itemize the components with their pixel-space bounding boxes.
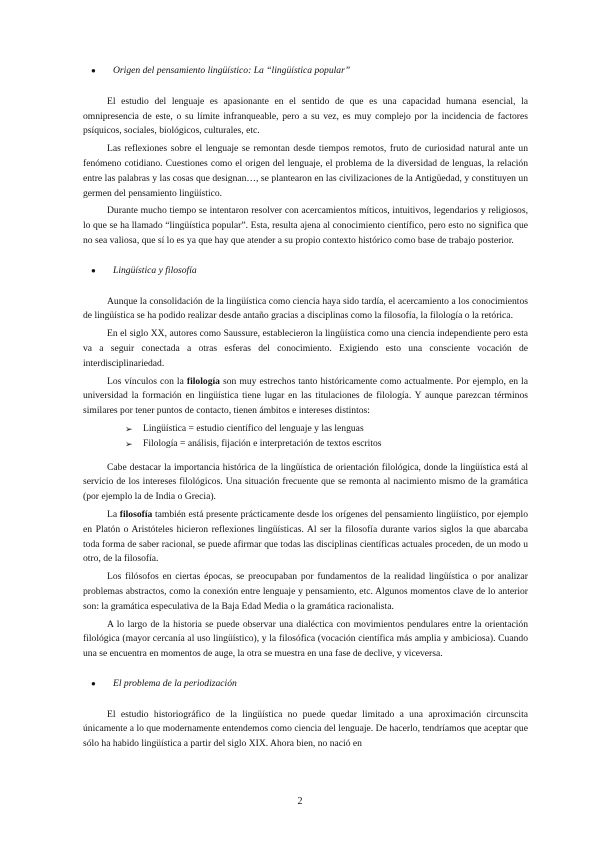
paragraph: Las reflexiones sobre el lenguaje se remontan desde tiempos remotos, fruto de curiosidad natural ante un fenómeno cotidiano. Cuestiones como el origen del lenguaje, el problema de la diversidad de lenguas, la relación entre las palabras y las cosas que designan…, se plantearon en las civilizaciones de la Antigüedad, y constituyen un germen del pensamiento lingüístico. [83,143,528,199]
paragraph: Aunque la consolidación de la lingüística como ciencia haya sido tardía, el acercamiento a los conocimientos de lingüística se ha podido realizar desde antaño gracias a disciplinas como la filosofía, la filología o la retórica. [83,295,528,322]
spacer [83,252,528,264]
paragraph: El estudio historiográfico de la lingüística no puede quedar limitado a una aproximación circunscita únicamente a lo que modernamente entendemos como ciencia del lenguaje. De hacerlo, tendríamos que aceptar que sólo ha habido lingüística a partir del siglo XIX. Ahora bien, no nació en [83,708,528,750]
bullet-icon: ● [91,66,96,75]
section-heading-text: Origen del pensamiento lingüístico: La “lingüística popular” [113,65,351,76]
arrowhead-icon: ➢ [125,423,133,434]
section-heading-text: El problema de la periodización [113,677,237,689]
page-number: 2 [297,796,303,807]
paragraph: Cabe destacar la importancia histórica de la lingüística de orientación filológica, donde la lingüística está al servicio de los intereses filológicos. Una situación frecuente que se remonta al nacimiento mismo de la gramática (por ejemplo la de India o Grecia). [83,461,528,503]
section-heading-origen [83,64,528,79]
bullet-icon: ● [91,678,96,688]
spacer [83,665,528,677]
text-run: La [107,508,120,520]
bold-term-filosofia: filosofía [119,508,153,520]
text-run: también está presente prácticamente desde los orígenes del pensamiento lingüístico, por ejemplo en Platón o Aristóteles hicieron reflexiones lingüísticas. Al ser la filosofía durante varios siglos la que abarcaba toda forma de saber racional, se puede afirmar que todas las disciplinas científicas actuales proceden, de un modo u otro, de la filosofía. [83,508,528,565]
arrowhead-icon: ➢ [125,438,133,449]
paragraph: Durante mucho tiempo se intentaron resolver con acercamientos míticos, intuitivos, legendarios y religiosos, lo que se ha llamado “lingüística popular”. Esta, resulta ajena al conocimiento científico, pero esto no significa que no sea valiosa, que sí lo es ya que hay que atender a su propio contexto histórico como base de trabajo posterior. [83,205,528,246]
paragraph-filosofia [83,508,528,567]
section-heading-text: Lingüística y filosofía [113,264,197,276]
list-item [83,437,528,452]
paragraph: Los filósofos en ciertas épocas, se preocupaban por fundamentos de la realidad lingüística o por analizar problemas abstractos, como la conexión entre lenguaje y pensamiento, etc. Algunos momentos clave de lo anterior son: la gramática especulativa de la Baja Edad Media o la gramática racionalista. [83,571,528,612]
list-item [83,422,528,437]
paragraph: El estudio del lenguaje es apasionante en el sentido de que es una capacidad humana esencial, la omnipresencia de este, o su límite infranqueable, pero a su vez, es muy complejo por la incidencia de factores psíquicos, sociales, biológicos, culturales, etc. [83,95,528,137]
section-heading-periodizacion [83,677,528,692]
paragraph-filologia [83,375,528,419]
definition-list [83,422,528,452]
page-content [83,64,528,755]
bold-term-filologia: filología [186,375,220,387]
list-item-text: Filología = análisis, fijación e interpretación de textos escritos [143,437,382,449]
list-item-text: Lingüística = estudio científico del lenguaje y las lenguas [143,422,364,434]
bullet-icon: ● [91,265,96,275]
paragraph: A lo largo de la historia se puede observar una dialéctica con movimientos pendulares entre la orientación filológica (mayor cercanía al uso lingüístico), y la filosófica (vocación científica más amplia y ambiciosa). Cuando una se encuentra en momentos de auge, la otra se muestra en una fase de declive, y viceversa. [83,618,528,660]
text-run: son muy estrechos tanto históricamente como actualmente. Por ejemplo, en la universidad la formación en lingüística tiene lugar en las titulaciones de filología. Y aunque parezcan términos similares por tener puntos de contacto, tienen ámbitos e intereses distintos: [83,375,528,417]
paragraph: En el siglo XX, autores como Saussure, establecieron la lingüística como una ciencia independiente pero esta va a seguir conectada a otras esferas del conocimiento. Exigiendo esto una consciente vocación de interdisciplinariedad. [83,328,528,369]
text-run: Los vínculos con la [107,375,187,387]
section-heading-linguistica-filosofia [83,264,528,279]
